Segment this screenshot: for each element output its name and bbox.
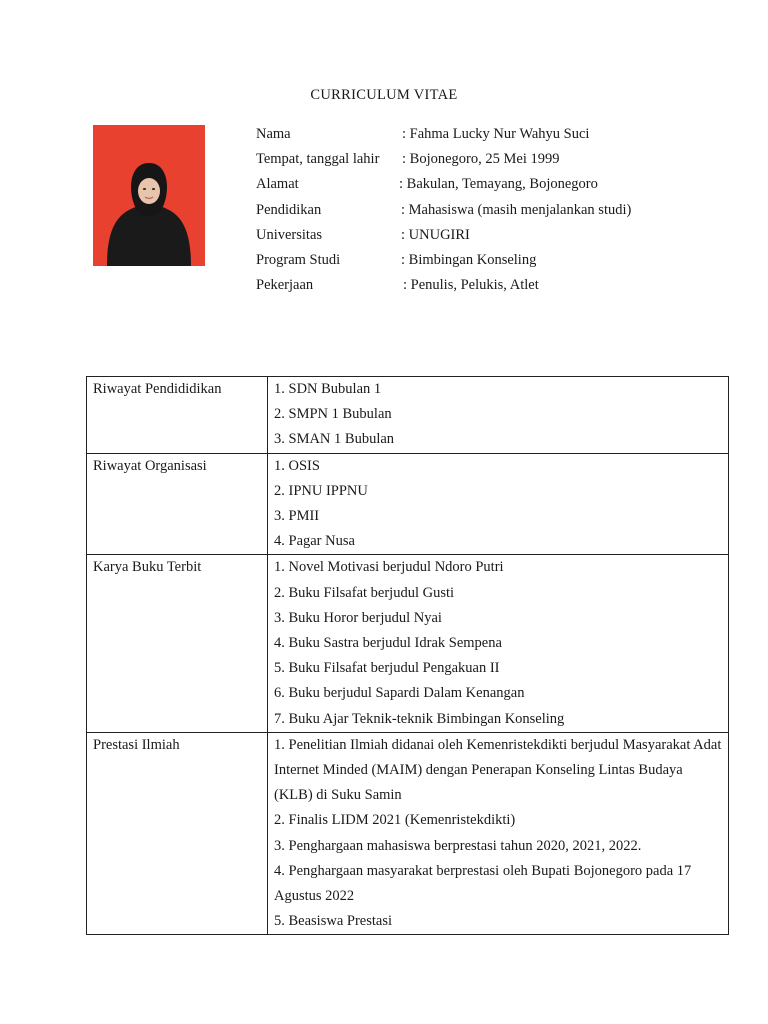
- list-item: 3. Penghargaan mahasiswa berprestasi tahun 2020, 2021, 2022.: [274, 837, 642, 854]
- list-item: 1. SDN Bubulan 1: [274, 381, 382, 397]
- list-item: 2. IPNU IPPNU: [274, 482, 368, 499]
- table-row-karya-buku: [87, 555, 729, 732]
- photo-face: [138, 178, 160, 204]
- table-row-riwayat-pendidikan: [87, 377, 729, 454]
- list-item: 5. Buku Filsafat berjudul Pengakuan II: [274, 660, 500, 677]
- list-item: 4. Buku Sastra berjudul Idrak Sempena: [274, 635, 502, 652]
- info-label: Nama: [256, 126, 291, 142]
- info-label: Program Studi: [256, 251, 341, 268]
- list-item: 6. Buku berjudul Sapardi Dalam Kenangan: [274, 685, 525, 702]
- list-item: 3. Buku Horor berjudul Nyai: [274, 609, 442, 626]
- list-item: 3. PMII: [274, 508, 320, 525]
- personal-info: [256, 122, 726, 298]
- info-row-alamat: [256, 172, 726, 197]
- document-title: CURRICULUM VITAE: [310, 87, 458, 103]
- info-value: : Fahma Lucky Nur Wahyu Suci: [402, 126, 590, 142]
- info-value: : Penulis, Pelukis, Atlet: [403, 277, 539, 294]
- info-row-program-studi: [256, 248, 726, 273]
- profile-photo: [93, 125, 205, 266]
- table-row-prestasi-ilmiah: [87, 732, 729, 935]
- list-item: 1. Novel Motivasi berjudul Ndoro Putri: [274, 559, 504, 576]
- info-row-tempat-tanggal-lahir: [256, 147, 726, 172]
- info-value: : Bojonegoro, 25 Mei 1999: [402, 151, 560, 168]
- list-item: 4. Penghargaan masyarakat berprestasi oleh Bupati Bojonegoro pada 17 Agustus 2022: [274, 862, 692, 905]
- section-label: Riwayat Pendididikan: [93, 381, 222, 397]
- list-item: 2. Finalis LIDM 2021 (Kemenristekdikti): [274, 812, 516, 829]
- info-row-universitas: [256, 223, 726, 248]
- info-value: : Bakulan, Temayang, Bojonegoro: [399, 176, 598, 193]
- info-label: Tempat, tanggal lahir: [256, 151, 380, 168]
- info-value: : Bimbingan Konseling: [401, 251, 537, 268]
- section-label: Riwayat Organisasi: [93, 457, 207, 474]
- list-item: 2. SMPN 1 Bubulan: [274, 406, 392, 423]
- info-label: Pendidikan: [256, 201, 322, 218]
- list-item: 2. Buku Filsafat berjudul Gusti: [274, 584, 455, 601]
- info-row-nama: [256, 122, 726, 147]
- list-item: 4. Pagar Nusa: [274, 533, 355, 550]
- info-label: Universitas: [256, 226, 323, 243]
- table-row-riwayat-organisasi: [87, 453, 729, 555]
- info-label: Pekerjaan: [256, 277, 314, 294]
- info-value: : Mahasiswa (masih menjalankan studi): [401, 201, 632, 218]
- list-item: 1. OSIS: [274, 457, 320, 474]
- list-item: 1. Penelitian Ilmiah didanai oleh Kemenristekdikti berjudul Masyarakat Adat Internet Minded (MAIM) dengan Penerapan Konseling Lintas Budaya (KLB) di Suku Samin: [274, 736, 722, 804]
- info-value: : UNUGIRI: [401, 226, 470, 243]
- info-row-pendidikan: [256, 198, 726, 223]
- cv-table: [86, 376, 729, 935]
- info-label: Alamat: [256, 176, 299, 193]
- list-item: 7. Buku Ajar Teknik-teknik Bimbingan Konseling: [274, 710, 565, 727]
- info-row-pekerjaan: [256, 273, 726, 298]
- section-label: Prestasi Ilmiah: [93, 736, 180, 753]
- list-item: 5. Beasiswa Prestasi: [274, 913, 392, 930]
- list-item: 3. SMAN 1 Bubulan: [274, 431, 395, 448]
- section-label: Karya Buku Terbit: [93, 559, 202, 576]
